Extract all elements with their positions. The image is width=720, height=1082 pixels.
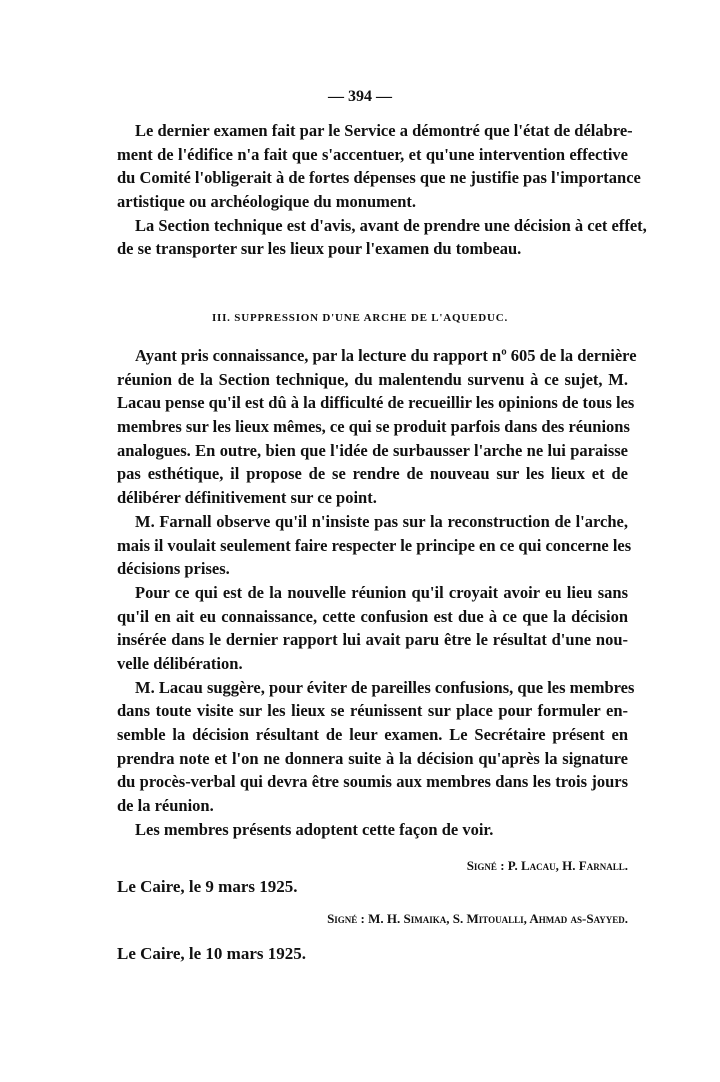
signature-line-2: Signé : M. H. Simaika, S. Mitoualli, Ahmad as-Sayyed.: [327, 911, 628, 926]
text-line: analogues. En outre, bien que l'idée de surbausser l'arche ne lui paraisse: [117, 440, 628, 460]
text-line: mais il voulait seulement faire respecter le principe en ce qui concerne les: [117, 535, 632, 555]
text-line: Lacau pense qu'il est dû à la difficulté de recueillir les opinions de tous les: [117, 393, 635, 413]
paragraph-aqueduct: [117, 344, 637, 841]
text-line: qu'il en ait eu connaissance, cette confusion est due à ce que la décision: [117, 606, 628, 626]
paragraph-tomb: [117, 119, 647, 261]
text-line: décisions prises.: [117, 559, 230, 579]
text-line: artistique ou archéologique du monument.: [117, 192, 417, 212]
text-line: M. Lacau suggère, pour éviter de pareilles confusions, que les membres: [135, 677, 635, 697]
text-line: ment de l'édifice n'a fait que s'accentuer, et qu'une intervention effective: [117, 144, 628, 164]
text-line: Pour ce qui est de la nouvelle réunion qu'il croyait avoir eu lieu sans: [135, 582, 628, 602]
text-line: semble la décision résultant de leur examen. Le Secrétaire présent en: [117, 725, 628, 744]
text-line: réunion de la Section technique, du malentendu survenu à ce sujet, M.: [117, 369, 628, 389]
date-line-1: Le Caire, le 9 mars 1925.: [117, 877, 298, 896]
text-line: de la réunion.: [117, 796, 214, 816]
text-line: dans toute visite sur les lieux se réunissent sur place pour formuler en-: [117, 701, 628, 721]
signature-line-1: Signé : P. Lacau, H. Farnall.: [466, 858, 628, 873]
text-line: La Section technique est d'avis, avant de prendre une décision à cet effet,: [135, 215, 647, 235]
text-line: prendra note et l'on ne donnera suite à la décision qu'après la signature: [117, 748, 628, 768]
text-line: du Comité l'obligerait à de fortes dépenses que ne justifie pas l'importance: [117, 168, 641, 188]
text-line: M. Farnall observe qu'il n'insiste pas sur la reconstruction de l'arche,: [135, 511, 628, 531]
page-number: — 394 —: [328, 88, 392, 105]
text-line: Les membres présents adoptent cette façon de voir.: [135, 819, 494, 839]
text-line: velle délibération.: [117, 653, 243, 673]
date-line-2: Le Caire, le 10 mars 1925.: [117, 944, 307, 963]
text-line: membres sur les lieux mêmes, ce qui se produit parfois dans des réunions: [117, 417, 630, 437]
section-heading: III. SUPPRESSION D'UNE ARCHE DE L'AQUEDUC.: [211, 312, 509, 324]
text-line: de se transporter sur les lieux pour l'examen du tombeau.: [117, 239, 522, 259]
text-line: insérée dans le dernier rapport lui avait paru être le résultat d'une nou-: [117, 630, 628, 650]
text-line: Le dernier examen fait par le Service a démontré que l'état de délabre-: [135, 121, 633, 140]
text-line: Ayant pris connaissance, par la lecture du rapport nº 605 de la dernière: [135, 346, 637, 365]
text-line: délibérer définitivement sur ce point.: [117, 488, 377, 508]
text-line: du procès-verbal qui devra être soumis aux membres dans les trois jours: [117, 772, 628, 792]
text-line: pas esthétique, il propose de se rendre de nouveau sur les lieux et de: [117, 464, 628, 484]
